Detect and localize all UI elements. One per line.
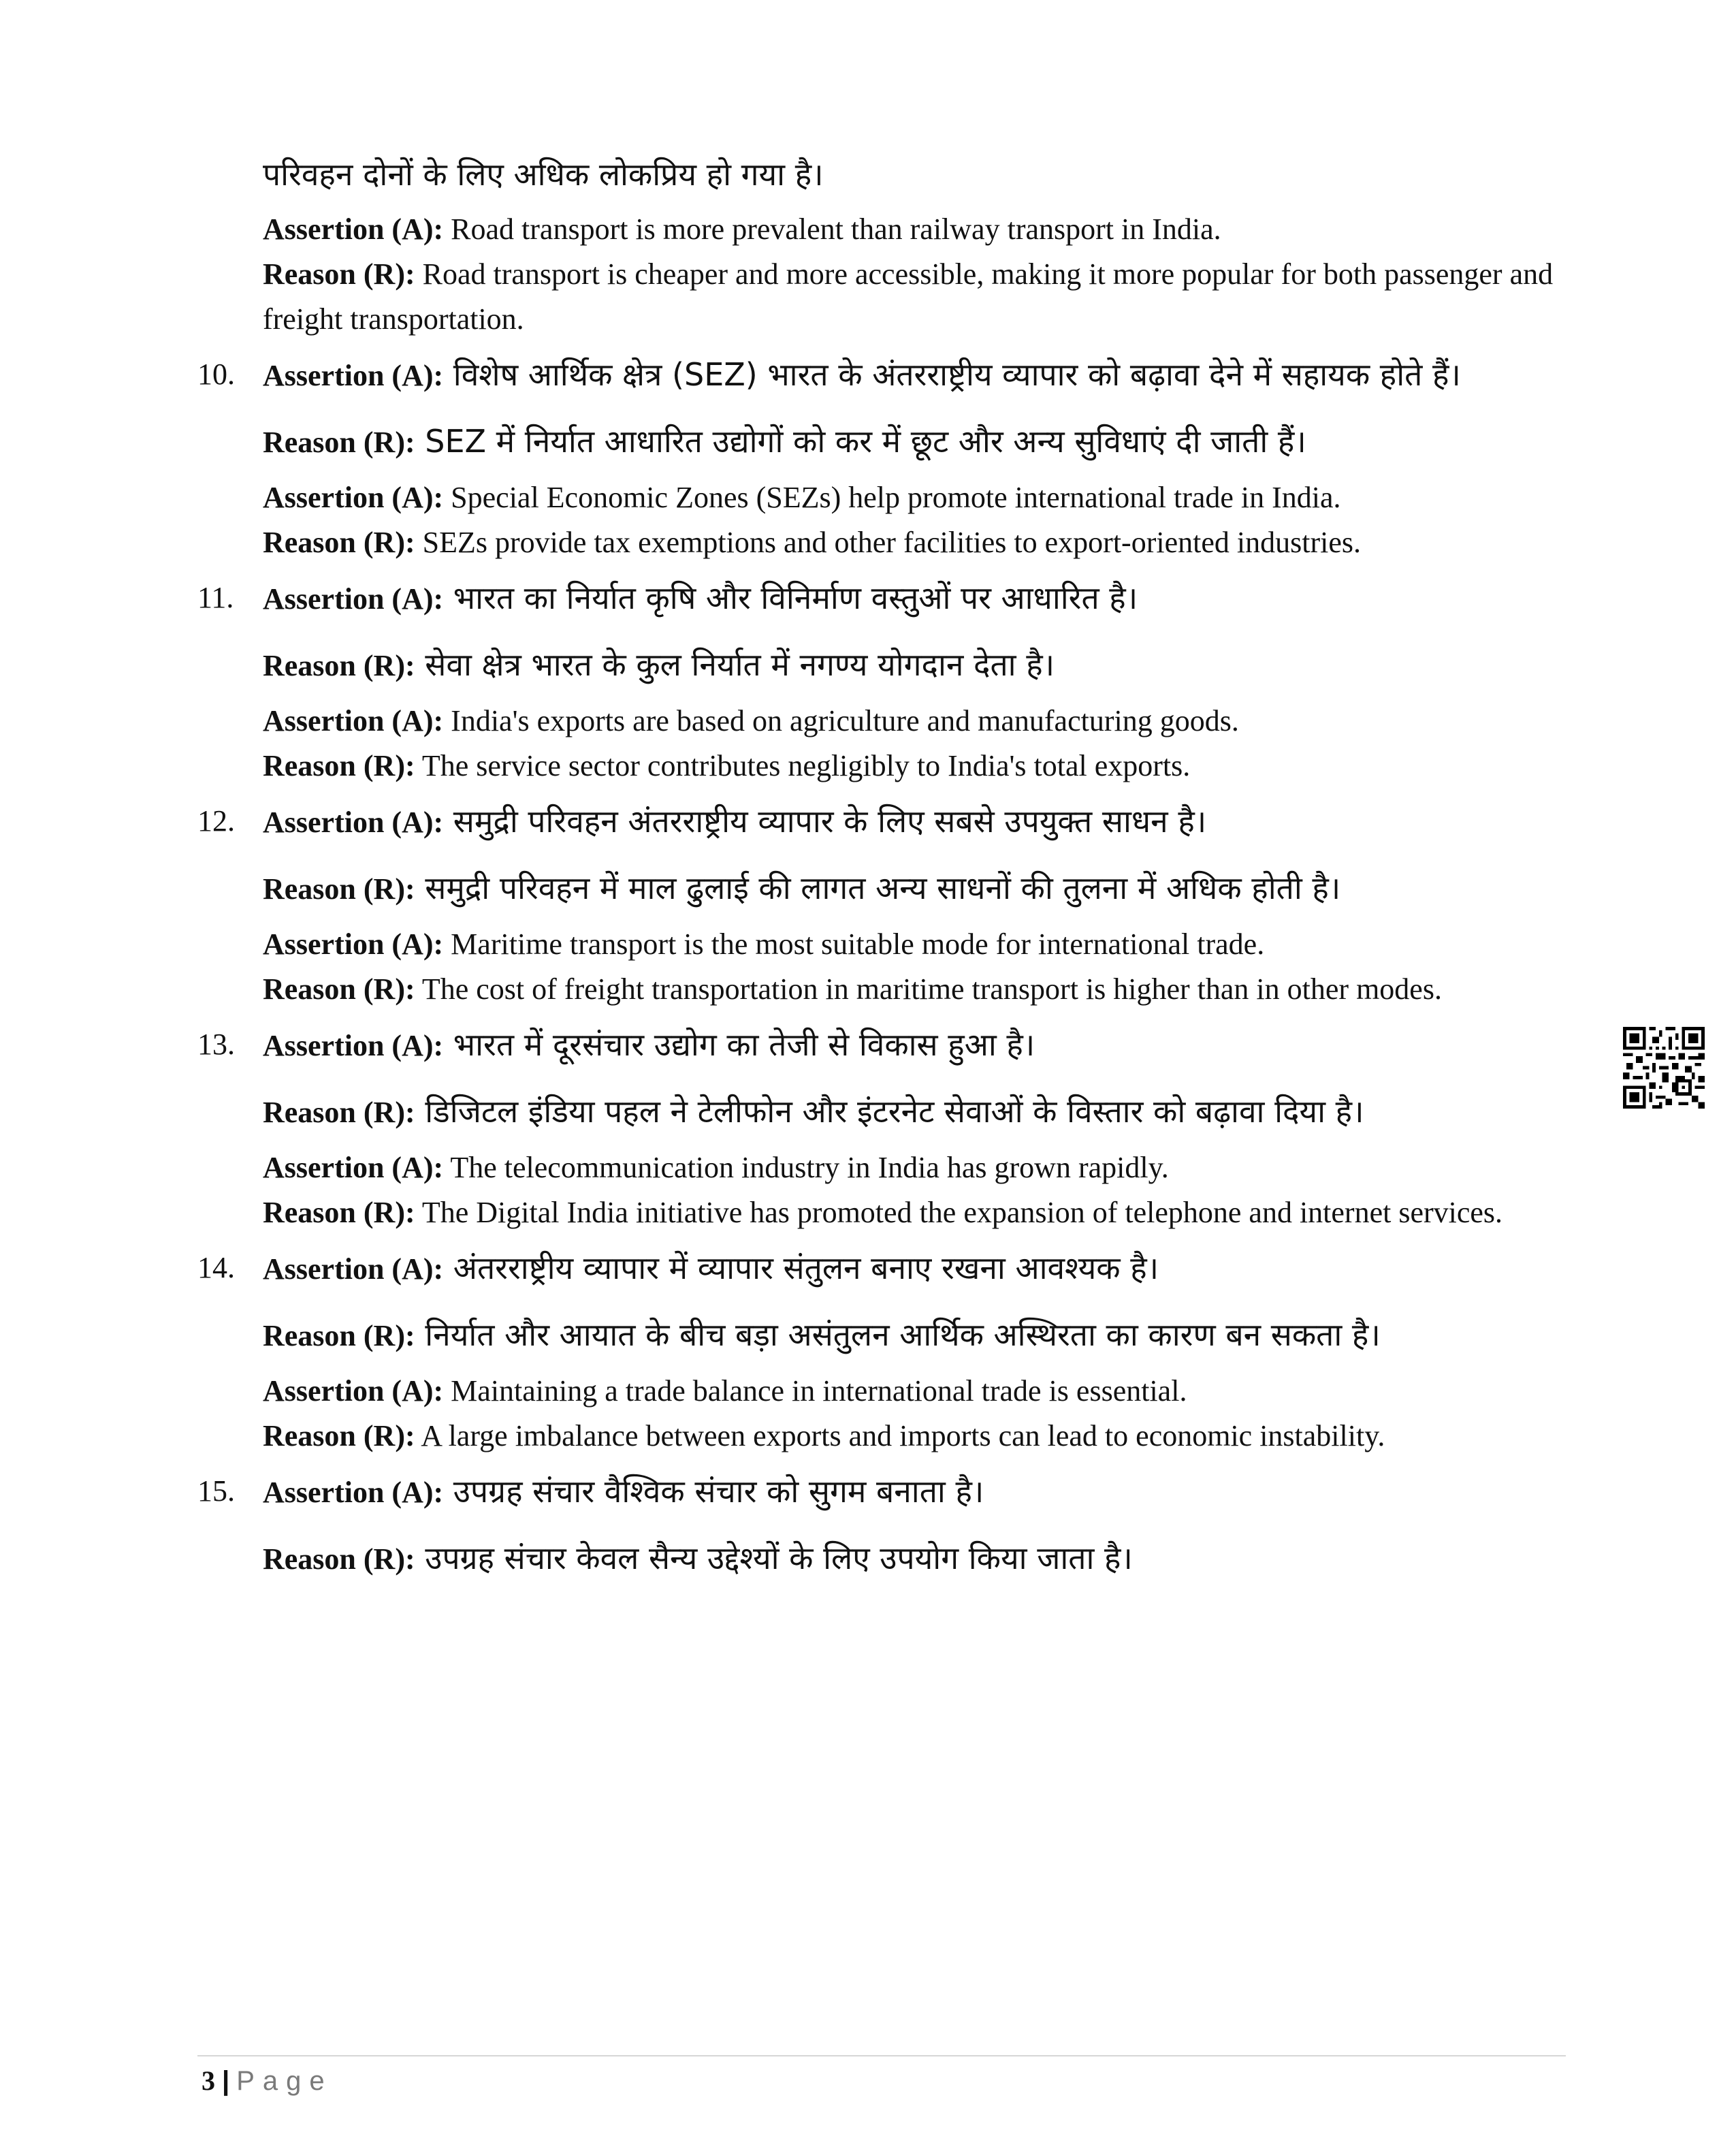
english-reason: [263, 1414, 1556, 1459]
reason-label: Reason (R):: [263, 1319, 415, 1352]
reason-label: Reason (R):: [263, 872, 415, 906]
english-reason: [263, 1190, 1556, 1235]
english-assertion: [263, 475, 1556, 520]
hindi-reason: [263, 855, 1556, 922]
english-reason: [263, 967, 1556, 1012]
hindi-assertion: [263, 565, 1556, 632]
assertion-label: Assertion (A):: [263, 1029, 444, 1062]
hindi-reason-text: डिजिटल इंडिया पहल ने टेलीफोन और इंटरनेट सेवाओं के विस्तार को बढ़ावा दिया है।: [425, 1093, 1364, 1130]
reason-label: Reason (R):: [263, 1196, 415, 1229]
question-14: [197, 1235, 1556, 1459]
hindi-reason-text: निर्यात और आयात के बीच बड़ा असंतुलन आर्थिक अस्थिरता का कारण बन सकता है।: [425, 1316, 1381, 1353]
english-reason-text: Road transport is cheaper and more accessible, making it more popular for both passenger and freight transportation.: [263, 257, 1554, 336]
hindi-reason-text: उपग्रह संचार केवल सैन्य उद्देश्यों के लिए उपयोग किया जाता है।: [425, 1540, 1133, 1576]
hindi-reason: [263, 632, 1556, 699]
assertion-label: Assertion (A):: [263, 927, 444, 961]
question-15: [197, 1459, 1556, 1592]
assertion-label: Assertion (A):: [263, 212, 444, 246]
page-number: 3: [202, 2065, 215, 2096]
hindi-continuation-text: परिवहन दोनों के लिए अधिक लोकप्रिय हो गया है।: [263, 156, 824, 193]
question-13: [197, 1012, 1556, 1235]
hindi-assertion-text: अंतरराष्ट्रीय व्यापार में व्यापार संतुलन बनाए रखना आवश्यक है।: [453, 1250, 1159, 1286]
question-number: 10.: [197, 358, 235, 391]
qr-code-icon: [1623, 1027, 1705, 1109]
hindi-assertion: [263, 1012, 1556, 1079]
footer-separator: |: [222, 2066, 230, 2096]
reason-label: Reason (R):: [263, 649, 415, 682]
question-number: 14.: [197, 1251, 235, 1284]
page-footer: [202, 2062, 333, 2100]
reason-label: Reason (R):: [263, 1542, 415, 1576]
english-assertion-text: Road transport is more prevalent than railway transport in India.: [451, 212, 1221, 246]
assertion-label: Assertion (A):: [263, 1374, 444, 1408]
assertion-label: Assertion (A):: [263, 1476, 444, 1509]
english-assertion: [263, 922, 1556, 967]
english-reason-text: The Digital India initiative has promoted the expansion of telephone and internet services.: [421, 1196, 1503, 1229]
reason-label: Reason (R):: [263, 1096, 415, 1129]
hindi-assertion: [263, 342, 1556, 409]
english-assertion: [263, 207, 1556, 252]
question-11: [197, 565, 1556, 789]
page-word: Page: [236, 2066, 333, 2096]
english-reason: [263, 520, 1556, 565]
hindi-assertion: [263, 1235, 1556, 1302]
english-assertion-text: Special Economic Zones (SEZs) help promote international trade in India.: [451, 481, 1341, 514]
hindi-reason-text: SEZ में निर्यात आधारित उद्योगों को कर में छूट और अन्य सुविधाएं दी जाती हैं।: [425, 423, 1306, 460]
hindi-assertion-text: विशेष आर्थिक क्षेत्र (SEZ) भारत के अंतरराष्ट्रीय व्यापार को बढ़ावा देने में सहायक होते हैं।: [453, 356, 1461, 393]
english-reason-text: SEZs provide tax exemptions and other facilities to export-oriented industries.: [422, 526, 1361, 559]
english-assertion: [263, 699, 1556, 744]
hindi-reason: [263, 1525, 1556, 1592]
reason-label: Reason (R):: [263, 426, 415, 459]
english-reason-text: The cost of freight transportation in maritime transport is higher than in other modes.: [421, 972, 1442, 1006]
reason-label: Reason (R):: [263, 749, 415, 782]
question-number: 15.: [197, 1474, 235, 1508]
hindi-assertion-text: भारत का निर्यात कृषि और विनिर्माण वस्तुओं पर आधारित है।: [453, 579, 1138, 616]
question-number: 12.: [197, 804, 235, 838]
hindi-assertion-text: भारत में दूरसंचार उद्योग का तेजी से विकास हुआ है।: [453, 1026, 1035, 1063]
question-number: 11.: [197, 581, 234, 614]
english-assertion: [263, 1369, 1556, 1414]
reason-label: Reason (R):: [263, 526, 415, 559]
footer-divider: [197, 2055, 1566, 2056]
question-10: [197, 342, 1556, 565]
english-reason: [263, 744, 1556, 789]
reason-label: Reason (R):: [263, 1419, 415, 1452]
assertion-label: Assertion (A):: [263, 359, 444, 392]
hindi-reason: [263, 409, 1556, 475]
hindi-reason-text: सेवा क्षेत्र भारत के कुल निर्यात में नगण्य योगदान देता है।: [425, 646, 1055, 683]
reason-label: Reason (R):: [263, 972, 415, 1006]
english-reason-text: The service sector contributes negligibly to India's total exports.: [421, 749, 1191, 782]
hindi-reason-text: समुद्री परिवहन में माल ढुलाई की लागत अन्य साधनों की तुलना में अधिक होती है।: [425, 870, 1341, 906]
assertion-label: Assertion (A):: [263, 1151, 444, 1184]
english-assertion-text: Maintaining a trade balance in international trade is essential.: [451, 1374, 1187, 1408]
assertion-label: Assertion (A):: [263, 1252, 444, 1286]
question-number: 13.: [197, 1028, 235, 1061]
question-12: [197, 789, 1556, 1012]
document-body: [197, 142, 1556, 1592]
reason-label: Reason (R):: [263, 257, 415, 291]
assertion-label: Assertion (A):: [263, 704, 444, 737]
hindi-assertion: [263, 789, 1556, 855]
hindi-reason: [263, 1302, 1556, 1369]
english-reason-text: A large imbalance between exports and imports can lead to economic instability.: [421, 1419, 1385, 1452]
hindi-assertion-text: उपग्रह संचार वैश्विक संचार को सुगम बनाता है।: [453, 1473, 984, 1510]
assertion-label: Assertion (A):: [263, 582, 444, 616]
hindi-assertion: [263, 1459, 1556, 1525]
english-reason: [263, 252, 1556, 342]
english-assertion-text: Maritime transport is the most suitable mode for international trade.: [451, 927, 1265, 961]
hindi-reason: [263, 1079, 1556, 1145]
question-9-continuation: [263, 142, 1556, 342]
english-assertion: [263, 1145, 1556, 1190]
hindi-assertion-text: समुद्री परिवहन अंतरराष्ट्रीय व्यापार के लिए सबसे उपयुक्त साधन है।: [453, 803, 1207, 840]
english-assertion-text: India's exports are based on agriculture and manufacturing goods.: [451, 704, 1239, 737]
assertion-label: Assertion (A):: [263, 481, 444, 514]
assertion-label: Assertion (A):: [263, 806, 444, 839]
english-assertion-text: The telecommunication industry in India has grown rapidly.: [450, 1151, 1169, 1184]
